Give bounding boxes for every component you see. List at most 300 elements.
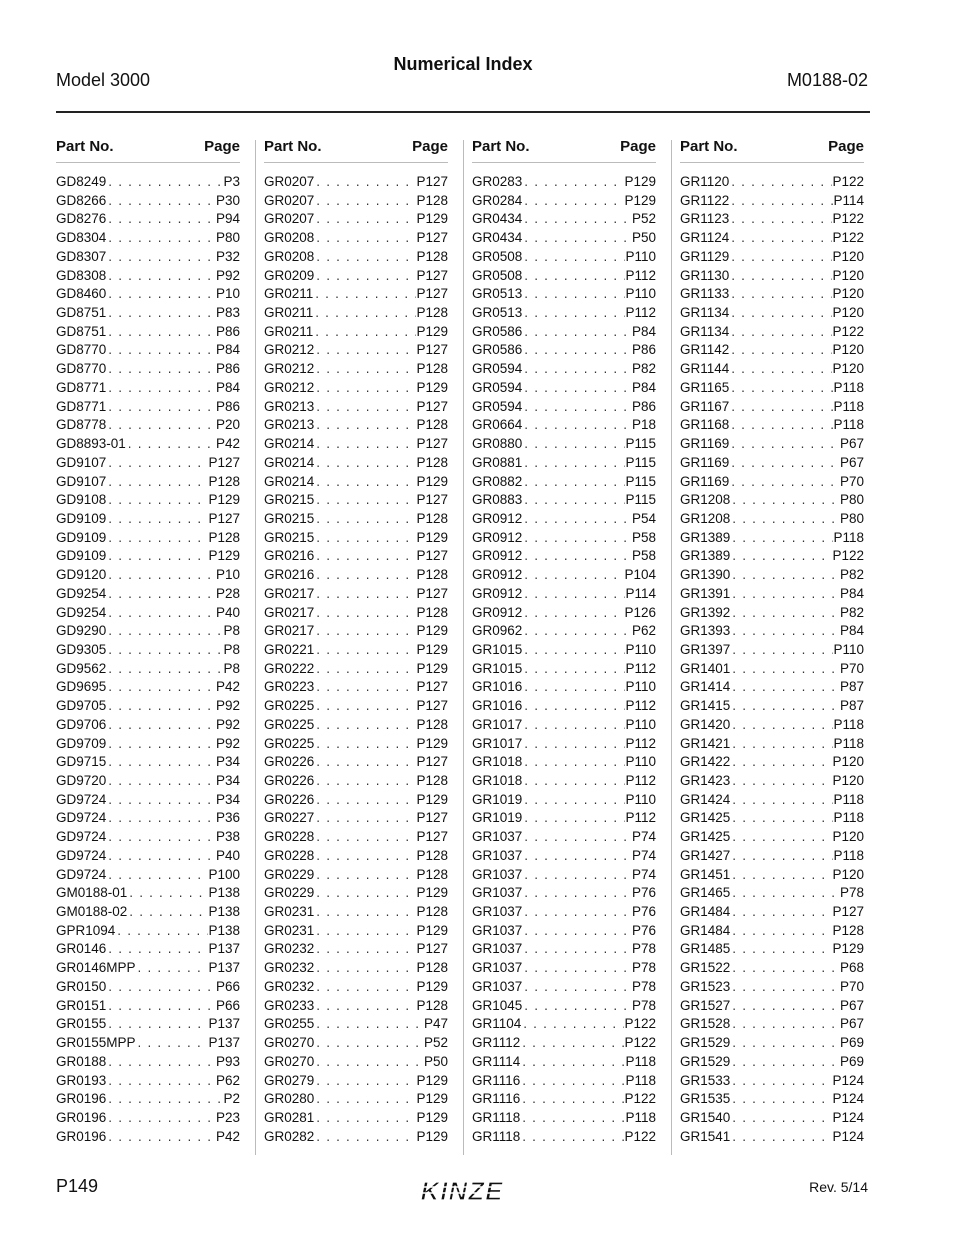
page-reference: P120 [832, 305, 864, 321]
index-column-1 [56, 138, 240, 1146]
column-body [56, 163, 240, 1146]
index-row [680, 304, 864, 323]
index-row [680, 248, 864, 267]
part-number: GD8751 [56, 323, 107, 339]
part-number: GR0221 [264, 641, 315, 657]
part-number: GR0912 [472, 604, 523, 620]
index-row [472, 660, 656, 679]
part-number: GD9254 [56, 604, 107, 620]
index-row [472, 1109, 656, 1128]
page-reference: P80 [839, 492, 864, 508]
index-row [472, 341, 656, 360]
part-number: GR1391 [680, 585, 731, 601]
index-column-4 [680, 138, 864, 1146]
index-row [472, 529, 656, 548]
dot-leader [314, 1090, 416, 1109]
part-number: GR1134 [680, 323, 730, 339]
page-reference: P86 [215, 361, 240, 377]
index-row [472, 304, 656, 323]
dot-leader [106, 585, 216, 604]
page-reference: P92 [215, 735, 240, 751]
dot-leader [522, 978, 632, 997]
index-row [264, 791, 448, 810]
index-row [264, 379, 448, 398]
dot-leader [106, 716, 216, 735]
index-row [56, 922, 240, 941]
part-number: GR0912 [472, 529, 523, 545]
part-number: GR1414 [680, 679, 731, 695]
part-number: GD9562 [56, 660, 107, 676]
part-number: GR0215 [264, 510, 315, 526]
part-number: GR1168 [680, 417, 730, 433]
index-row [264, 267, 448, 286]
index-row [472, 1090, 656, 1109]
page-reference: P112 [625, 267, 656, 283]
index-column-2 [264, 138, 448, 1146]
page-reference: P128 [208, 473, 240, 489]
page-reference: P122 [832, 174, 864, 189]
dot-leader [314, 1128, 416, 1147]
index-row [264, 192, 448, 211]
page-reference: P129 [832, 941, 864, 957]
part-number: GR1104 [472, 1016, 522, 1032]
part-number: GR0594 [472, 379, 523, 395]
dot-leader [314, 529, 416, 548]
part-number: GR0208 [264, 248, 315, 264]
index-row [264, 922, 448, 941]
index-row [680, 903, 864, 922]
part-number: GD9706 [56, 716, 107, 732]
dot-leader [106, 416, 216, 435]
part-number: GD9109 [56, 529, 107, 545]
index-row [264, 959, 448, 978]
dot-leader [522, 323, 632, 342]
dot-leader [314, 248, 416, 267]
index-row [56, 716, 240, 735]
dot-leader [730, 753, 832, 772]
part-number: GR1116 [472, 1091, 521, 1107]
dot-leader [126, 435, 216, 454]
index-row [472, 454, 656, 473]
index-row [56, 622, 240, 641]
page-reference: P42 [215, 1128, 240, 1144]
part-number: GR0217 [264, 604, 315, 620]
index-row [680, 809, 864, 828]
dot-leader [106, 828, 216, 847]
dot-leader [127, 884, 208, 903]
svg-text:KINZE: KINZE [420, 1176, 504, 1206]
part-number: GR1529 [680, 1053, 731, 1069]
dot-leader [522, 529, 632, 548]
part-number: GR0225 [264, 735, 315, 751]
page-reference: P114 [625, 585, 656, 601]
part-number: GR0664 [472, 417, 523, 433]
part-number: GR1397 [680, 641, 731, 657]
index-row [264, 1034, 448, 1053]
part-number: GR0962 [472, 623, 523, 639]
index-row [680, 416, 864, 435]
index-row [680, 454, 864, 473]
dot-leader [314, 997, 416, 1016]
page-reference: P52 [631, 211, 656, 227]
dot-leader [106, 229, 216, 248]
page-reference: P112 [625, 698, 656, 714]
page-reference: P3 [223, 174, 240, 189]
index-row [472, 678, 656, 697]
page-reference: P129 [416, 660, 448, 676]
index-row [56, 940, 240, 959]
index-row [56, 997, 240, 1016]
part-number: GR1422 [680, 754, 731, 770]
dot-leader [106, 192, 216, 211]
dot-leader [106, 529, 208, 548]
page-reference: P122 [624, 1016, 656, 1032]
part-number: GR0270 [264, 1035, 315, 1051]
dot-leader [520, 1072, 625, 1091]
page-reference: P118 [833, 810, 864, 826]
part-number: GR0214 [264, 454, 315, 470]
part-number: GR0232 [264, 978, 315, 994]
page-reference: P127 [416, 679, 448, 695]
index-row [56, 454, 240, 473]
index-row [680, 210, 864, 229]
page-reference: P127 [416, 342, 448, 358]
index-row [680, 285, 864, 304]
index-row [264, 285, 448, 304]
dot-leader [522, 585, 625, 604]
dot-leader [729, 248, 832, 267]
dot-leader [106, 660, 223, 679]
page-reference: P78 [839, 885, 864, 901]
page-reference: P128 [416, 192, 448, 208]
part-number: GR0229 [264, 866, 315, 882]
dot-leader [314, 622, 416, 641]
index-row [472, 229, 656, 248]
index-row [264, 229, 448, 248]
page-reference: P84 [215, 342, 240, 358]
dot-leader [729, 341, 832, 360]
dot-leader [522, 922, 632, 941]
page-reference: P82 [631, 361, 656, 377]
index-row [56, 323, 240, 342]
page-reference: P30 [215, 192, 240, 208]
index-row [56, 1034, 240, 1053]
page-reference: P114 [833, 192, 864, 208]
page-reference: P110 [833, 641, 864, 657]
page-reference: P120 [832, 773, 864, 788]
page-reference: P128 [416, 248, 448, 264]
part-number: GR0216 [264, 548, 315, 564]
part-number: GR1144 [680, 361, 730, 377]
part-number: GD8276 [56, 211, 107, 227]
index-row [56, 229, 240, 248]
dot-leader [730, 716, 833, 735]
dot-leader [106, 978, 216, 997]
index-row [56, 978, 240, 997]
index-row [680, 828, 864, 847]
dot-leader [730, 959, 840, 978]
part-number: GR0594 [472, 361, 523, 377]
part-number: GR1018 [472, 773, 523, 788]
part-number: GR1018 [472, 754, 523, 770]
part-number: GR1114 [472, 1053, 521, 1069]
dot-leader [522, 416, 632, 435]
part-number: GR0283 [472, 174, 523, 189]
dot-leader [730, 510, 840, 529]
page-reference: P128 [416, 904, 448, 920]
index-row [56, 398, 240, 417]
dot-leader [106, 454, 208, 473]
page-reference: P128 [416, 997, 448, 1013]
dot-leader [730, 1109, 832, 1128]
page-reference: P127 [416, 436, 448, 452]
part-number: GR1037 [472, 885, 523, 901]
index-row [472, 360, 656, 379]
dot-leader [106, 697, 216, 716]
page-reference: P122 [624, 1091, 656, 1107]
page-reference: P2 [223, 1091, 240, 1107]
part-number: GR0228 [264, 829, 315, 845]
dot-leader [314, 809, 416, 828]
page-reference: P40 [215, 604, 240, 620]
part-number: GR0586 [472, 323, 523, 339]
dot-leader [522, 210, 632, 229]
dot-leader [313, 323, 416, 342]
dot-leader [106, 791, 216, 810]
index-row [56, 435, 240, 454]
page-reference: P122 [832, 548, 864, 564]
dot-leader [314, 1109, 416, 1128]
part-number: GR1045 [472, 997, 523, 1013]
part-number: GD8304 [56, 230, 107, 246]
part-number: GR0282 [264, 1128, 315, 1144]
index-row [680, 735, 864, 754]
index-row [472, 978, 656, 997]
dot-leader [106, 360, 216, 379]
dot-leader [520, 1128, 624, 1147]
index-row [472, 697, 656, 716]
index-row [472, 473, 656, 492]
dot-leader [106, 473, 208, 492]
page-reference: P115 [625, 473, 656, 489]
column-body [680, 163, 864, 1146]
dot-leader [729, 267, 832, 286]
part-number: GR0270 [264, 1053, 315, 1069]
page-reference: P74 [631, 847, 656, 863]
dot-leader [730, 1128, 832, 1147]
dot-leader [314, 341, 416, 360]
page-header: Page [412, 138, 448, 155]
index-row [56, 866, 240, 885]
dot-leader [730, 978, 840, 997]
dot-leader [522, 566, 624, 585]
part-number: GR0594 [472, 398, 523, 414]
part-number: GR1017 [472, 735, 523, 751]
column-header [472, 138, 656, 163]
page-reference: P76 [631, 885, 656, 901]
page-reference: P82 [839, 567, 864, 583]
part-number: GD9290 [56, 623, 107, 639]
part-number: GR0212 [264, 342, 315, 358]
part-number: GR1389 [680, 529, 731, 545]
part-number: GR1208 [680, 510, 731, 526]
page-reference: P128 [832, 922, 864, 938]
dot-leader [106, 304, 216, 323]
dot-leader [106, 735, 216, 754]
page-reference: P129 [416, 885, 448, 901]
index-row [680, 1128, 864, 1147]
page-reference: P138 [208, 885, 240, 901]
index-row [680, 922, 864, 941]
part-number: GR0883 [472, 492, 523, 508]
page-reference: P69 [839, 1053, 864, 1069]
part-number: GR0211 [264, 305, 314, 321]
part-number: GR0212 [264, 379, 315, 395]
page-reference: P122 [832, 211, 864, 227]
model-label: Model 3000 [56, 70, 151, 90]
dot-leader [730, 604, 840, 623]
dot-leader [729, 323, 832, 342]
dot-leader [314, 398, 416, 417]
index-row [680, 959, 864, 978]
dot-leader [314, 585, 416, 604]
index-row [680, 585, 864, 604]
index-row [56, 847, 240, 866]
part-number: GD9254 [56, 585, 107, 601]
index-row [680, 510, 864, 529]
index-row [264, 585, 448, 604]
part-number: GR0255 [264, 1016, 315, 1032]
index-row [56, 379, 240, 398]
part-number: GR0881 [472, 454, 523, 470]
index-row [56, 210, 240, 229]
dot-leader [106, 1090, 223, 1109]
part-number: GR1122 [680, 192, 730, 208]
dot-leader [106, 379, 216, 398]
dot-leader [522, 641, 625, 660]
part-number: GD9108 [56, 492, 107, 508]
dot-leader [314, 210, 416, 229]
part-number: GR1415 [680, 698, 731, 714]
page-reference: P129 [416, 473, 448, 489]
part-number: GR1485 [680, 941, 731, 957]
dot-leader [730, 828, 832, 847]
dot-leader [522, 997, 632, 1016]
part-number: GR0882 [472, 473, 523, 489]
part-number: GR1533 [680, 1072, 731, 1088]
index-row [264, 210, 448, 229]
part-number: GR0188 [56, 1053, 107, 1069]
page-reference: P127 [416, 585, 448, 601]
dot-leader [730, 1015, 840, 1034]
index-row [264, 1015, 448, 1034]
index-row [472, 1015, 656, 1034]
index-row [472, 622, 656, 641]
column-divider [255, 140, 256, 1155]
part-number: GR1389 [680, 548, 731, 564]
dot-leader [314, 454, 416, 473]
dot-leader [314, 922, 416, 941]
page-reference: P70 [839, 660, 864, 676]
part-number: GR0508 [472, 248, 523, 264]
part-number: GR0880 [472, 436, 523, 452]
part-number: GR1129 [680, 248, 730, 264]
dot-leader [730, 585, 840, 604]
page-reference: P127 [416, 810, 448, 826]
page-reference: P127 [416, 698, 448, 714]
part-number: GR1142 [680, 342, 730, 358]
part-number: GD9305 [56, 641, 107, 657]
page-reference: P129 [416, 623, 448, 639]
page-reference: P69 [839, 1035, 864, 1051]
index-row [56, 753, 240, 772]
dot-leader [522, 622, 632, 641]
column-header [56, 138, 240, 163]
part-number: GR0226 [264, 773, 315, 788]
page-number: P149 [56, 1176, 99, 1196]
index-row [680, 229, 864, 248]
dot-leader [730, 997, 840, 1016]
dot-leader [522, 716, 625, 735]
page-reference: P115 [625, 492, 656, 508]
index-row [680, 341, 864, 360]
page-reference: P84 [631, 379, 656, 395]
part-number: GR0281 [264, 1109, 315, 1125]
dot-leader [522, 398, 632, 417]
page-reference: P129 [416, 379, 448, 395]
dot-leader [106, 1015, 208, 1034]
dot-leader [522, 491, 625, 510]
dot-leader [313, 304, 416, 323]
index-row [680, 1072, 864, 1091]
dot-leader [314, 1072, 416, 1091]
index-row [472, 285, 656, 304]
index-row [264, 809, 448, 828]
index-row [56, 1128, 240, 1147]
part-number: GR0225 [264, 716, 315, 732]
index-row [472, 1072, 656, 1091]
index-row [472, 997, 656, 1016]
page-reference: P128 [416, 361, 448, 377]
part-number: GR0586 [472, 342, 523, 358]
dot-leader [314, 547, 416, 566]
dot-leader [729, 435, 840, 454]
index-row [472, 248, 656, 267]
index-row [680, 791, 864, 810]
index-row [472, 267, 656, 286]
dot-leader [522, 903, 632, 922]
index-row [472, 959, 656, 978]
part-number: GR0229 [264, 885, 315, 901]
part-number: GR0912 [472, 548, 523, 564]
page-reference: P87 [839, 698, 864, 714]
index-row [680, 678, 864, 697]
part-number: GR1015 [472, 660, 523, 676]
part-number: GR1540 [680, 1109, 731, 1125]
page-reference: P124 [832, 1072, 864, 1088]
part-number: GR0217 [264, 585, 315, 601]
page-reference: P122 [624, 1035, 656, 1051]
dot-leader [106, 940, 208, 959]
index-row [680, 604, 864, 623]
index-row [472, 379, 656, 398]
index-row [56, 772, 240, 791]
index-row [56, 1072, 240, 1091]
page-reference: P129 [624, 192, 656, 208]
index-row [264, 173, 448, 192]
index-row [56, 809, 240, 828]
part-number: GR0912 [472, 585, 523, 601]
